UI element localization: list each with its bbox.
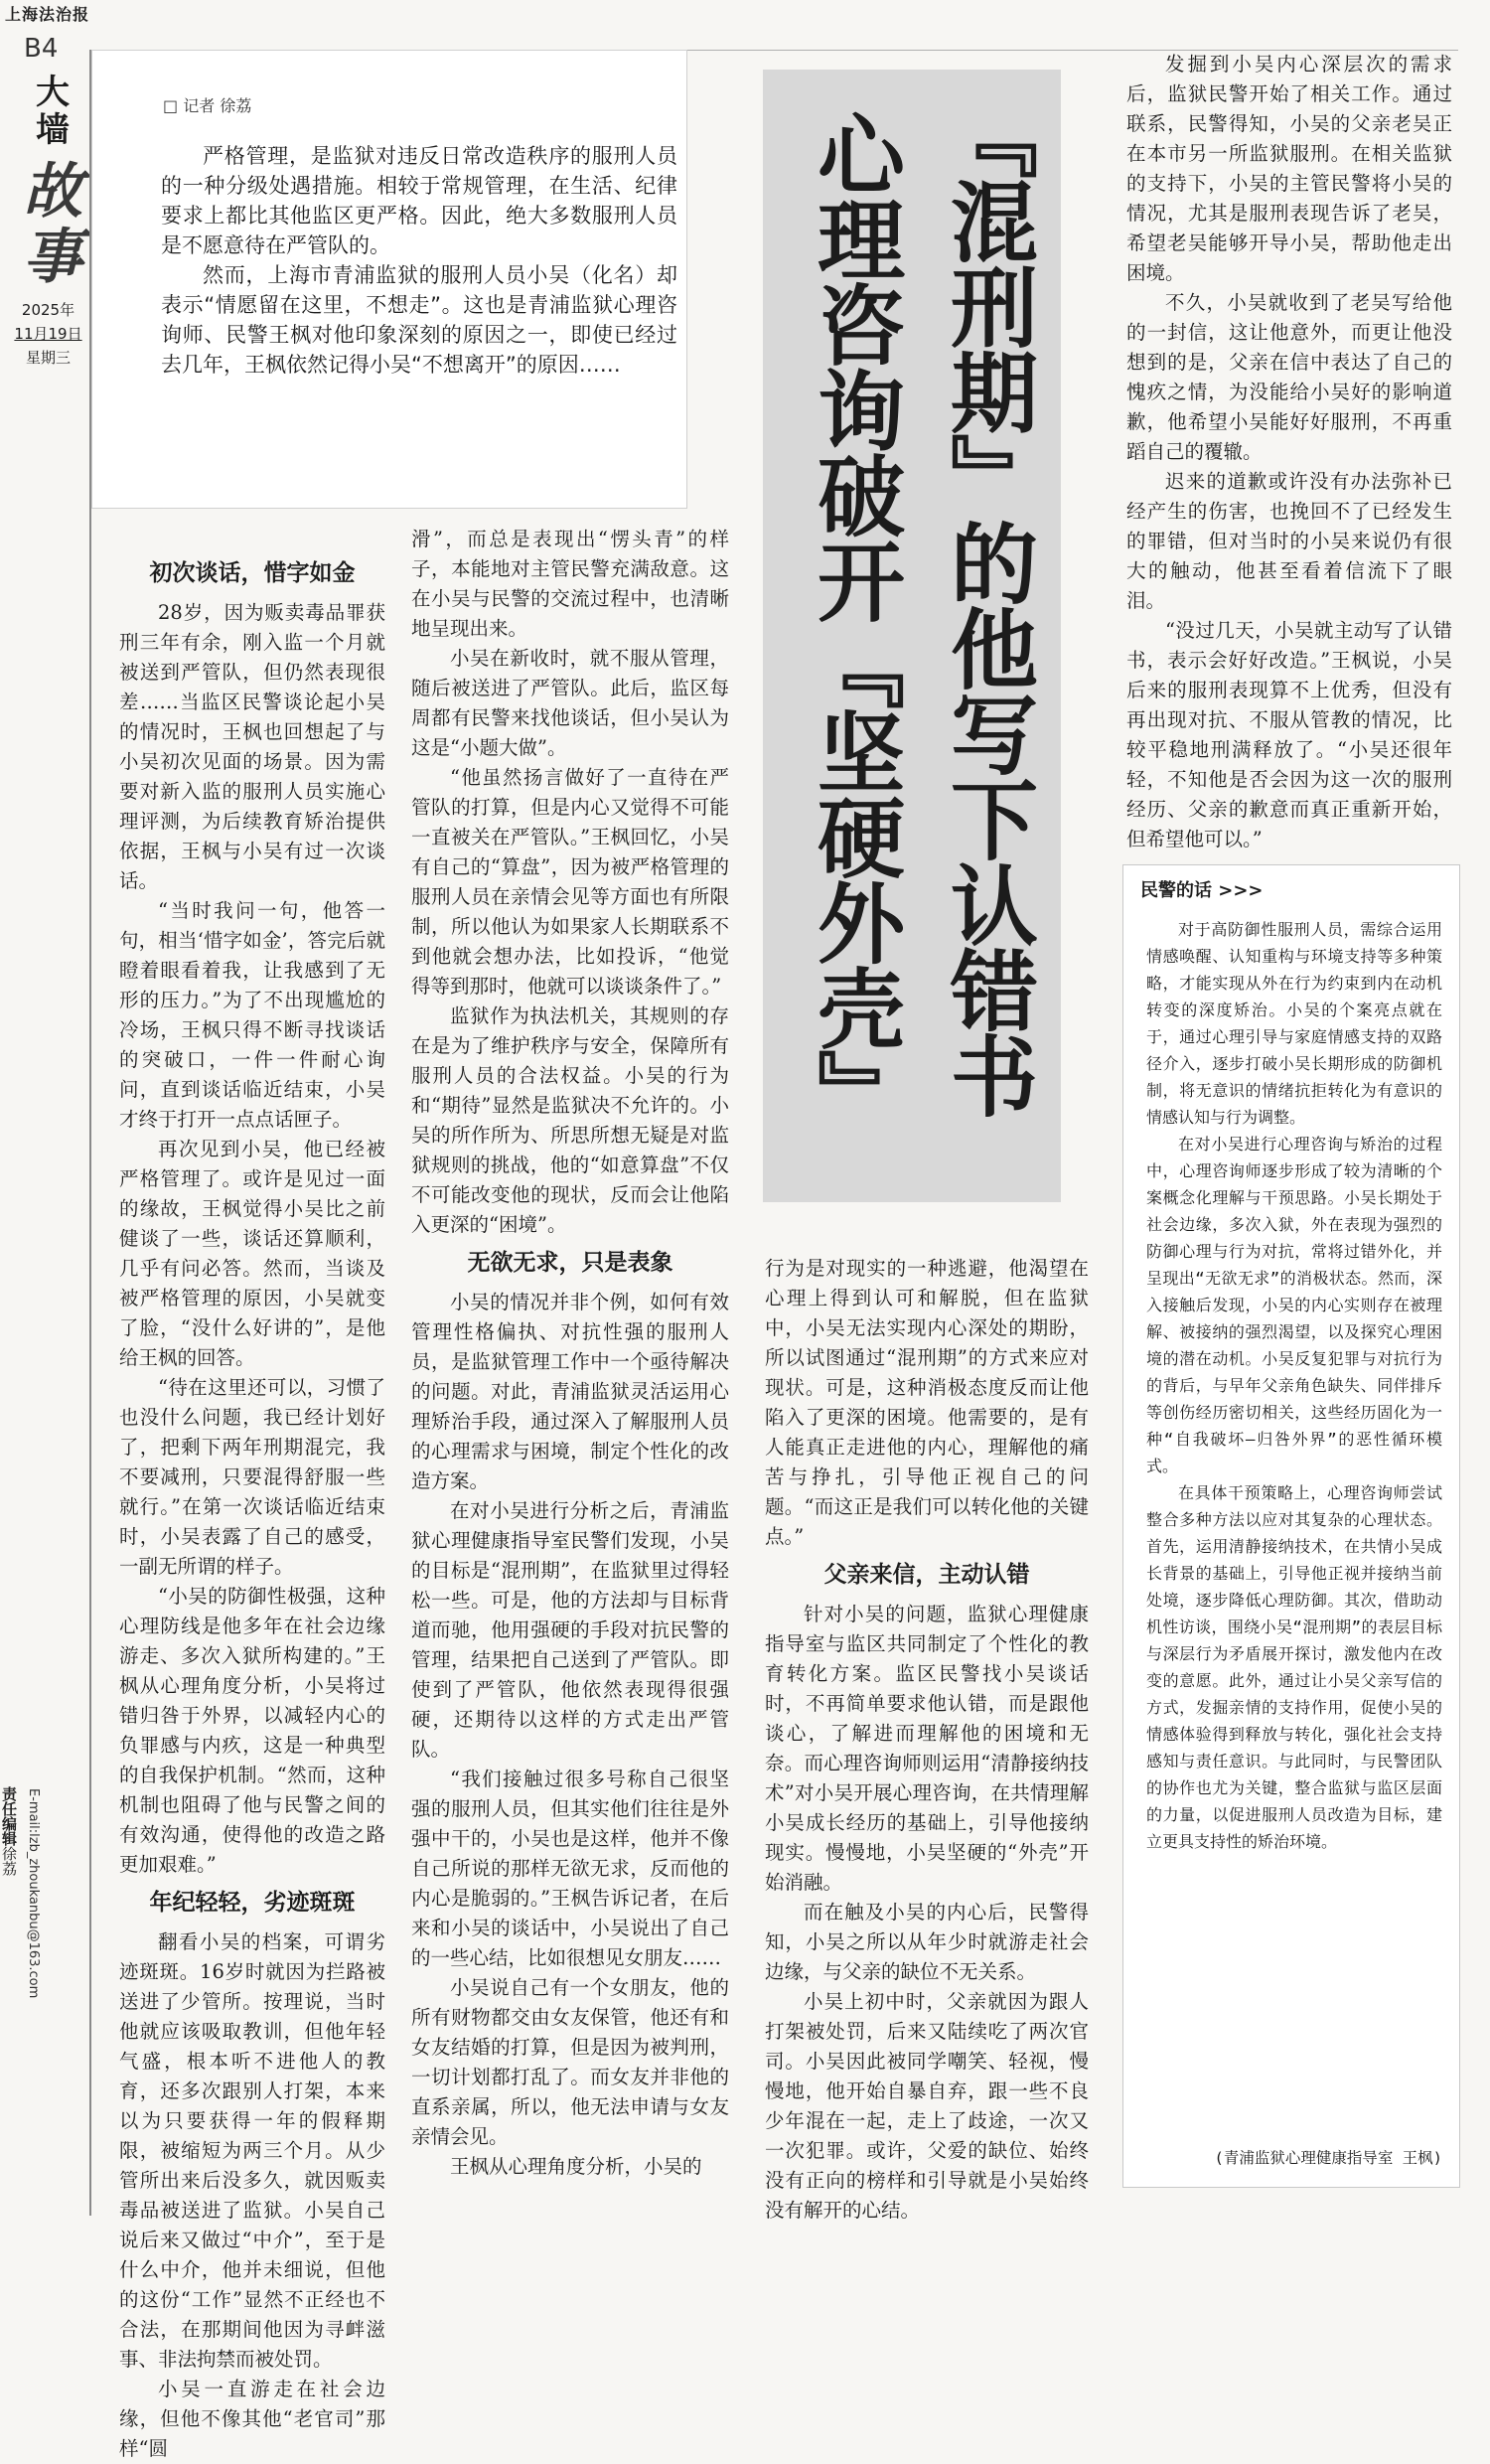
paragraph: 小吴上初中时，父亲就因为跟人打架被处罚，后来又陆续吃了两次官司。小吴因此被同学嘲笑、轻视，慢慢地，他开始自暴自弃，跟一些不良少年混在一起，走上了歧途，一次又一次犯罪。或许，父爱的缺位、始终没有正向的榜样和引导就是小吴始终没有解开的心结。 (765, 1990, 1089, 2222)
paper-name: 上海法治报 (5, 5, 90, 24)
paragraph: 行为是对现实的一种逃避，他渴望在心理上得到认可和解脱，但在监狱中，小吴无法实现内心深处的期盼，所以试图通过“混刑期”的方式来应对现状。可是，这种消极态度反而让他陷入了更深的困境。他需要的，是有人能真正走进他的内心，理解他的痛苦与挣扎，引导他正视自己的问题。“而这正是我们可以转化他的关键点。” (765, 1257, 1089, 1548)
paragraph: “我们接触过很多号称自己很坚强的服刑人员，但其实他们往往是外强中干的，小吴也是这样，他并不像自己所说的那样无欲无求，反而他的内心是脆弱的。”王枫告诉记者，在后来和小吴的谈话中，小吴说出了自己的一些心结，比如很想见女朋友…… (411, 1768, 729, 1969)
paragraph: 对于高防御性服刑人员，需综合运用情感唤醒、认知重构与环境支持等多种策略，才能实现从外在行为约束到内在动机转变的深度矫治。小吴的个案亮点就在于，通过心理引导与家庭情感支持的双路径介入，逐步打破小吴长期形成的防御机制，将无意识的情绪抗拒转化为有意识的情感认知与行为调整。 (1146, 920, 1442, 1127)
paragraph: 迟来的道歉或许没有办法弥补已经产生的伤害，也挽回不了已经发生的罪错，但对当时的小吴来说仍有很大的触动，他甚至看着信流下了眼泪。 (1126, 470, 1452, 612)
police-words-signature: (青浦监狱心理健康指导室 王枫) (1214, 2149, 1442, 2167)
paragraph: 发掘到小吴内心深层次的需求后，监狱民警开始了相关工作。通过联系，民警得知，小吴的父亲老吴正在本市另一所监狱服刑。在相关监狱的支持下，小吴的主管民警将小吴的情况，尤其是服刑表现告诉了老吴，希望老吴能够开导小吴，帮助他走出困境。 (1126, 53, 1452, 284)
paragraph: “没过几天，小吴就主动写了认错书，表示会好好改造。”王枫说，小吴后来的服刑表现算不上优秀，但没有再出现对抗、不服从管教的情况，比较平稳地刑满释放了。“小吴还很年轻，不知他是否会因为这一次的服刑经历、父亲的歉意而真正重新开始，但希望他可以。” (1126, 619, 1452, 850)
editor-name: 徐荔 (0, 1846, 18, 1876)
date-day: 11月19日 (14, 325, 82, 343)
subheading: 初次谈话，惜字如金 (149, 560, 356, 586)
paragraph: 而在触及小吴的内心后，民警得知，小吴之所以从年少时就游走社会边缘，与父亲的缺位不无关系。 (765, 1901, 1089, 1983)
column-name: 故事 (23, 157, 82, 292)
article-column-1 (119, 550, 385, 2464)
headline-line-2: 心理咨询破开『坚硬外壳』 (804, 109, 906, 1135)
subheading: 父亲来信，主动认错 (823, 1562, 1030, 1588)
subheading: 无欲无求，只是表象 (467, 1250, 673, 1276)
paragraph: 在具体干预策略上，心理咨询师尝试整合多种方法以应对其复杂的心理状态。首先，运用清静接纳技术，在共情小吴成长背景的基础上，引导他正视并接纳当前处境，逐步降低心理防御。其次，借助动机性访谈，围绕小吴“混刑期”的表层目标与深层行为矛盾展开探讨，激发他内在改变的意愿。此外，通过让小吴父亲写信的方式，发掘亲情的支持作用，促使小吴的情感体验得到释放与转化，强化社会支持感知与责任意识。与此同时，与民警团队的协作也尤为关键，整合监狱与监区层面的力量，以促进服刑人员改造为目标，建立更具支持性的矫治环境。 (1146, 1483, 1442, 1851)
article-column-3 (765, 1254, 1089, 2226)
paragraph: 小吴的情况并非个例，如何有效管理性格偏执、对抗性强的服刑人员，是监狱管理工作中一个亟待解决的问题。对此，青浦监狱灵活运用心理矫治手段，通过深入了解服刑人员的心理需求与困境，制定个性化的改造方案。 (411, 1291, 729, 1492)
paragraph: 不久，小吴就收到了老吴写给他的一封信，这让他意外，而更让他没想到的是，父亲在信中表达了自己的愧疚之情，为没能给小吴好的影响道歉，他希望小吴能好好服刑，不再重蹈自己的覆辙。 (1126, 291, 1452, 463)
paragraph: 28岁，因为贩卖毒品罪获刑三年有余，刚入监一个月就被送到严管队，但仍然表现很差……当监区民警谈论起小吴的情况时，王枫也回想起了与小吴初次见面的场景。因为需要对新入监的服刑人员实施心理评测，为后续教育矫治提供依据，王枫与小吴有过一次谈话。 (119, 601, 385, 892)
paragraph: “他虽然扬言做好了一直待在严管队的打算，但是内心又觉得不可能一直被关在严管队。”王枫回忆，小吴有自己的“算盘”，因为被严格管理的服刑人员在亲情会见等方面也有所限制，所以他认为如果家人长期联系不到他就会想办法，比如投诉，“他觉得等到那时，他就可以谈谈条件了。” (411, 766, 729, 998)
issue-date (6, 298, 90, 370)
lead-text (161, 141, 677, 380)
byline: □ 记者 徐荔 (163, 96, 252, 115)
responsible-editor (0, 1786, 20, 1876)
paragraph: 监狱作为执法机关，其规则的存在是为了维护秩序与安全，保障所有服刑人员的合法权益。小吴的行为和“期待”显然是监狱决不允许的。小吴的所作所为、所思所想无疑是对监狱规则的挑战，他的“如意算盘”不仅不可能改变他的现状，反而会让他陷入更深的“困境”。 (411, 1004, 729, 1236)
paragraph: 王枫从心理角度分析，小吴的 (450, 2155, 702, 2178)
article-column-2 (411, 525, 729, 2182)
editor-email: E-mail:lzb_zhoukanbu@163.com (26, 1788, 41, 1999)
paragraph: 翻看小吴的档案，可谓劣迹斑斑。16岁时就因为拦路被送进了少管所。按理说，当时他就应该吸取教训，但他年轻气盛，根本听不进他人的教育，还多次跟别人打架，本来以为只要获得一年的假释期限，被缩短为两三个月。从少管所出来后没多久，就因贩卖毒品被送进了监狱。小吴自己说后来又做过“中介”，至于是什么中介，他并未细说，但他的这份“工作”显然不正经也不合法，在那期间他因为寻衅滋事、非法拘禁而被处罚。 (119, 1930, 385, 2371)
subheading: 年纪轻轻，劣迹斑斑 (149, 1890, 356, 1916)
paragraph: “当时我问一句，他答一句，相当‘惜字如金’，答完后就瞪着眼看着我，让我感到了无形的压力。”为了不出现尴尬的冷场，王枫只得不断寻找谈话的突破口，一件一件耐心询问，直到谈话临近结束，小吴才终于打开一点点话匣子。 (119, 899, 385, 1131)
police-words-text (1146, 916, 1442, 1855)
paragraph: 在对小吴进行分析之后，青浦监狱心理健康指导室民警们发现，小吴的目标是“混刑期”，在监狱里过得轻松一些。可是，他的方法却与目标背道而驰，他用强硬的手段对抗民警的管理，结果把自己送到了严管队。即使到了严管队，他依然表现得很强硬，还期待以这样的方式走出严管队。 (411, 1499, 729, 1761)
paragraph: 再次见到小吴，他已经被严格管理了。或许是见过一面的缘故，王枫觉得小吴比之前健谈了一些，谈话还算顺利，几乎有问必答。然而，当谈及被严格管理的原因，小吴就变了脸，“没什么好讲的”，是他给王枫的回答。 (119, 1138, 385, 1369)
section-name: 大墙 (36, 73, 70, 150)
paragraph: “待在这里还可以，习惯了也没什么问题，我已经计划好了，把剩下两年刑期混完，我不要减刑，只要混得舒服一些就行。”在第一次谈话临近结束时，小吴表露了自己的感受，一副无所谓的样子。 (119, 1376, 385, 1578)
lead-paragraph: 然而，上海市青浦监狱的服刑人员小吴（化名）却表示“情愿留在这里，不想走”。这也是青浦监狱心理咨询师、民警王枫对他印象深刻的原因之一，即使已经过去几年，王枫依然记得小吴“不想离开”的原因…… (161, 263, 677, 377)
police-words-title: 民警的话 >>> (1140, 880, 1264, 901)
paragraph: 滑”，而总是表现出“愣头青”的样子，本能地对主管民警充满敌意。这在小吴与民警的交流过程中，也清晰地呈现出来。 (411, 528, 729, 640)
date-year: 2025年 (21, 301, 75, 319)
page-number: B4 (24, 34, 59, 64)
paragraph: 小吴在新收时，就不服从管理，随后被送进了严管队。此后，监区每周都有民警来找他谈话，但小吴认为这是“小题大做”。 (411, 647, 729, 759)
paragraph: “小吴的防御性极强，这种心理防线是他多年在社会边缘游走、多次入狱所构建的。”王枫从心理角度分析，小吴将过错归咎于外界，以减轻内心的负罪感与内疚，这是一种典型的自我保护机制。“然而，这种机制也阻碍了他与民警之间的有效沟通，使得他的改造之路更加艰难。” (119, 1585, 385, 1876)
paragraph: 小吴一直游走在社会边缘，但他不像其他“老官司”那样“圆 (119, 2378, 385, 2460)
paragraph: 在对小吴进行心理咨询与矫治的过程中，心理咨询师逐步形成了较为清晰的个案概念化理解与干预思路。小吴长期处于社会边缘，多次入狱，外在表现为强烈的防御心理与行为对抗，常将过错外化，并呈现出“无欲无求”的消极状态。然而，深入接触后发现，小吴的内心实则存在被理解、被接纳的强烈渴望，以及探究心理困境的潜在动机。小吴反复犯罪与对抗行为的背后，与早年父亲角色缺失、同伴排斥等创伤经历密切相关，这些经历固化为一种“自我破坏—归咎外界”的恶性循环模式。 (1146, 1135, 1442, 1475)
paragraph: 针对小吴的问题，监狱心理健康指导室与监区共同制定了个性化的教育转化方案。监区民警找小吴谈话时，不再简单要求他认错，而是跟他谈心，了解进而理解他的困境和无奈。而心理咨询师则运用“清静接纳技术”对小吴开展心理咨询，在共情理解小吴成长经历的基础上，引导他接纳现实。慢慢地，小吴坚硬的“外壳”开始消融。 (765, 1603, 1089, 1894)
article-column-4 (1126, 50, 1452, 854)
date-weekday: 星期三 (25, 349, 71, 367)
lead-paragraph: 严格管理，是监狱对违反日常改造秩序的服刑人员的一种分级处遇措施。相较于常规管理，在生活、纪律要求上都比其他监区更严格。因此，绝大多数服刑人员是不愿意待在严管队的。 (161, 144, 677, 257)
paragraph: 小吴说自己有一个女朋友，他的所有财物都交由女友保管，他还有和女友结婚的打算，但是因为被判刑，一切计划都打乱了。而女友并非他的直系亲属，所以，他无法申请与女友亲情会见。 (411, 1976, 729, 2148)
headline-line-1: 『混刑期』的他写下认错书 (937, 91, 1039, 1117)
editor-label: 责任编辑 (0, 1786, 18, 1846)
